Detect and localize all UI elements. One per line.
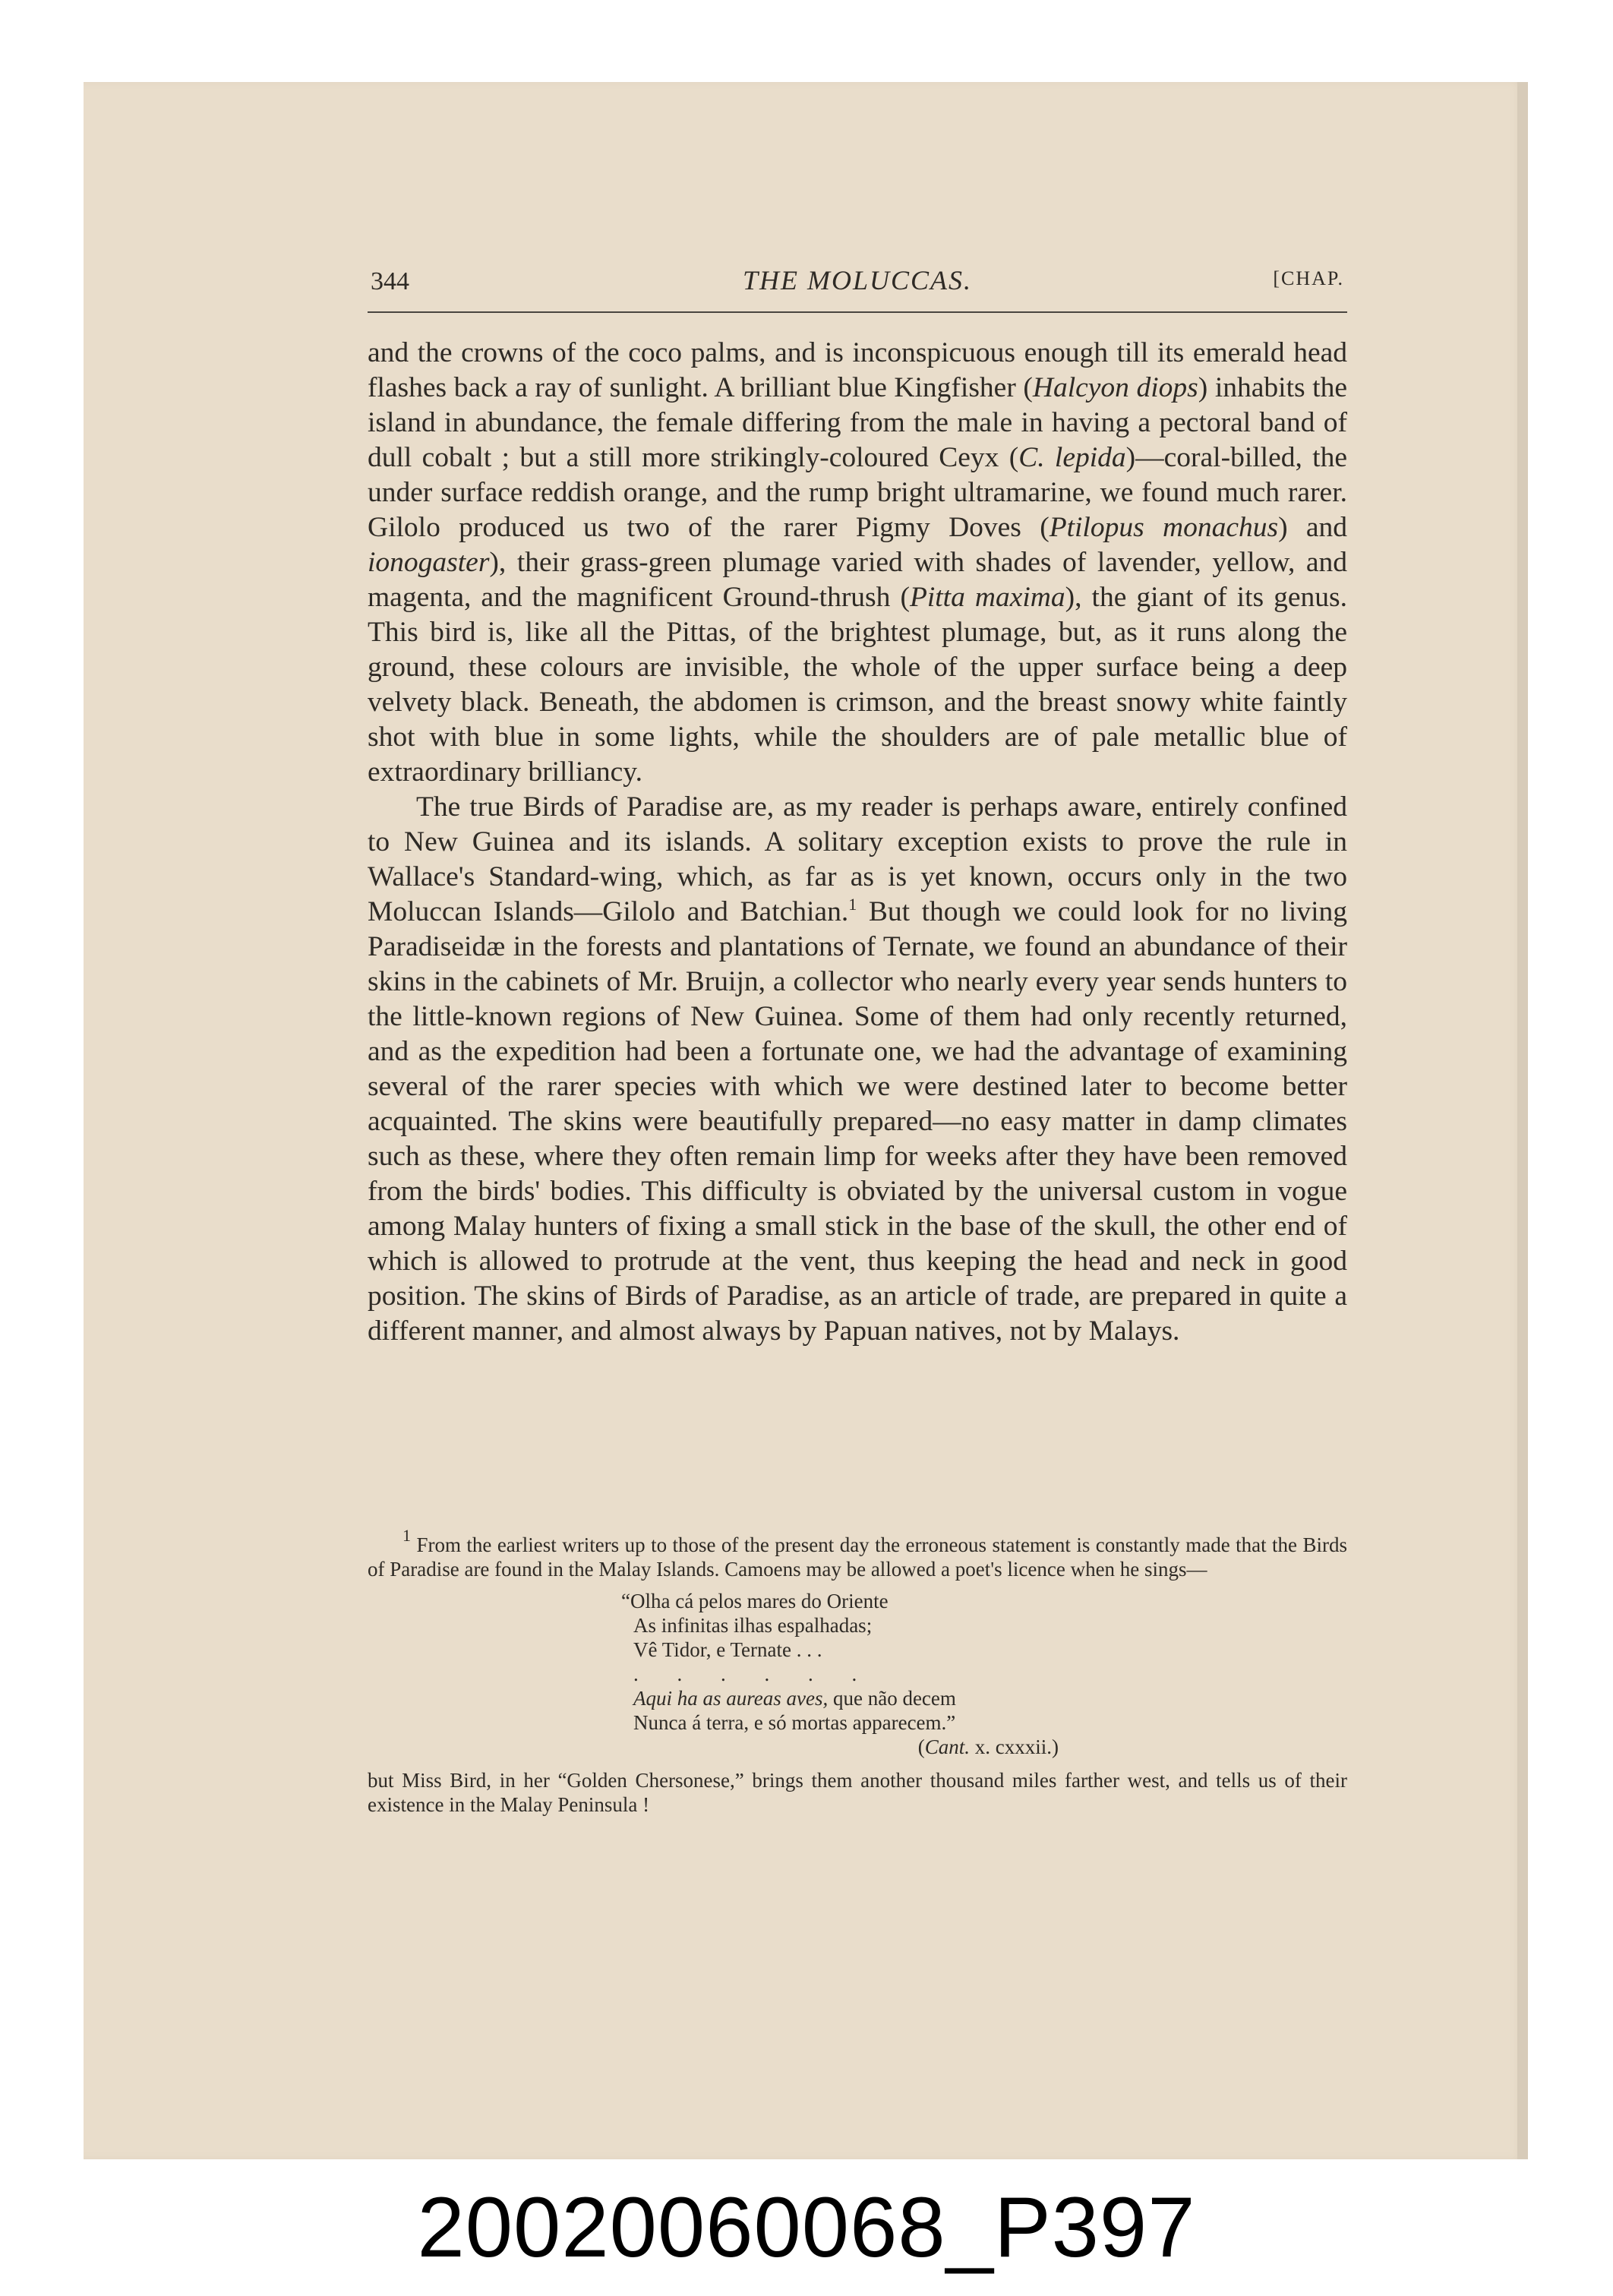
footnote [368, 1526, 1347, 1817]
text-run: But though we could look for no living Paradiseidæ in the forests and plantations of Ternate, we found an abundance of their skins in the cabinets of Mr. Bruijn, a collector who nearly every year sends hunters to the little-known regions of New Guinea. Some of them had only recently returned, and as the expedition had been a fortunate one, we had the advantage of examining several of the rarer species with which we were destined later to become better acquainted. The skins were beautifully prepared—no easy matter in damp climates such as these, where they often remain limp for weeks after they have been removed from the birds' bodies. This difficulty is obviated by the universal custom in vogue among Malay hunters of fixing a small stick in the base of the skull, the other end of which is allowed to protrude at the vent, thus keeping the head and neck in good position. The skins of Birds of Paradise, as an article of trade, are prepared in quite a different manner, and almost always by Papuan natives, not by Malays. [368, 896, 1347, 1347]
paragraph-2 [368, 790, 1347, 1349]
archive-id-caption: 20020060068_P397 [417, 2180, 1196, 2275]
poem-line: “Olha cá pelos mares do Oriente [621, 1590, 889, 1612]
poem-ellipsis: . . . . . . [633, 1663, 874, 1685]
body-text [368, 336, 1347, 1349]
text-run: ) inhabits the island in abundance, the female differing from the male in having a pectoral band of dull cobalt ; but a still more strikingly-coloured Ceyx ( [368, 372, 1347, 473]
text-run: )—coral-billed, the under surface reddish orange, and the rump bright ultramarine, we found much rarer. Gilolo produced us two of the rarer Pigmy Doves ( [368, 442, 1347, 543]
footnote-number: 1 [402, 1526, 411, 1545]
running-header [368, 258, 1347, 313]
page-number: 344 [371, 267, 409, 295]
poem-line: Nunca á terra, e só mortas apparecem.” [633, 1711, 956, 1734]
citation-italic: Cant. [924, 1735, 971, 1758]
text-run: ) and [1278, 512, 1347, 543]
footnote-text: From the earliest writers up to those of the present day the erroneous statement is constantly made that the Birds of Paradise are found in the Malay Islands. Camoens may be allowed a poet's licence when he sings— [368, 1533, 1347, 1581]
poem-line: Vê Tidor, e Ternate . . . [633, 1638, 822, 1661]
poem-citation [621, 1735, 1347, 1759]
species-name: Ptilopus monachus [1049, 512, 1279, 543]
species-name: Pitta maxima [909, 582, 1065, 613]
text-run: and the crowns of the coco palms, and is inconspicuous enough till its emerald head flashes back a ray of sunlight. A brilliant blue Kingfisher ( [368, 337, 1347, 403]
poem-quote [621, 1589, 1347, 1759]
text-run: ), their grass-green plumage varied with shades of lavender, yellow, and magenta, and the magnificent Ground-thrush ( [368, 547, 1347, 613]
running-title: THE MOLUCCAS. [742, 265, 973, 295]
citation-text: x. cxxxii.) [970, 1735, 1059, 1758]
poem-italic: Aqui ha as aureas aves, [633, 1687, 829, 1710]
text-run: ), the giant of its genus. This bird is, like all the Pittas, of the brightest plumage, but, as it runs along the ground, these colours are invisible, the whole of the upper surface being a deep velvety black. Beneath, the abdomen is crimson, and the breast snowy white faintly shot with blue in some lights, while the shoulders are of pale metallic blue of extraordinary brilliancy. [368, 582, 1347, 788]
species-name: ionogaster [368, 547, 490, 578]
species-name: Halcyon diops [1032, 372, 1198, 403]
footnote-marker: 1 [848, 895, 857, 914]
poem-text: que não decem [828, 1687, 956, 1710]
poem-line [621, 1686, 1347, 1710]
footnote-lead [368, 1526, 1347, 1581]
paragraph-1 [368, 336, 1347, 790]
poem-line: As infinitas ilhas espalhadas; [633, 1614, 873, 1637]
species-name: C. lepida [1018, 442, 1126, 473]
text-run: The true Birds of Paradise are, as my reader is perhaps aware, entirely confined to New Guinea and its islands. A solitary exception exists to prove the rule in Wallace's Standard-wing, which, as far as is yet known, occurs only in the two Moluccan Islands—Gilolo and Batchian. [368, 791, 1347, 927]
citation-paren: ( [917, 1735, 925, 1758]
chapter-mark: [CHAP. [1273, 267, 1344, 289]
footnote-tail: but Miss Bird, in her “Golden Chersonese,” brings them another thousand miles farther west, and tells us of their existence in the Malay Peninsula ! [368, 1769, 1347, 1816]
